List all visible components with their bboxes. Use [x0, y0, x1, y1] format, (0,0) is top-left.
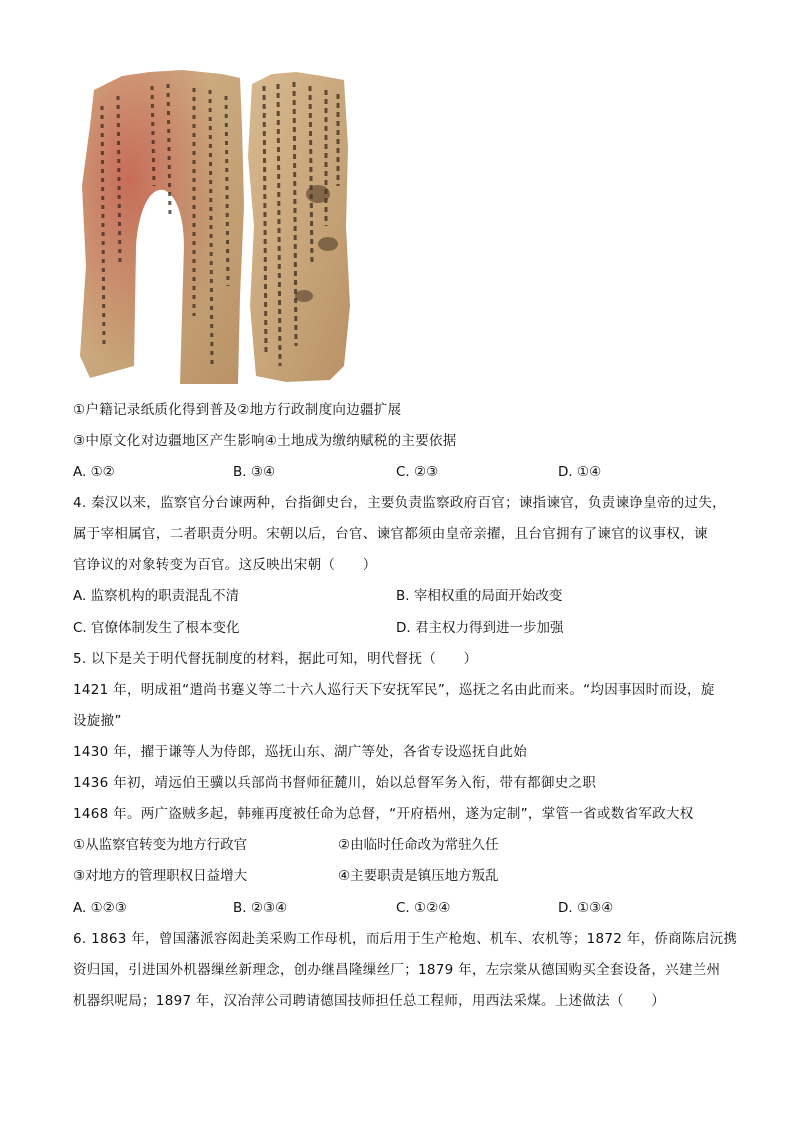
q5-material-4: 1468 年。两广盗贼多起，韩雍再度被任命为总督，“开府梧州，遂为定制”，掌管一省或数省军政大权 [73, 806, 694, 822]
q5-option-a[interactable]: A. ①②③ [73, 900, 127, 916]
q6-stem-line-3: 机器织呢局；1897 年，汉冶萍公司聘请德国技师担任总工程师，用西法采煤。上述做法（ ） [73, 993, 666, 1009]
q4-option-b[interactable]: B. 宰相权重的局面开始改变 [396, 588, 563, 604]
q5-option-d[interactable]: D. ①③④ [558, 900, 614, 916]
q5-statement-4: ④主要职责是镇压地方叛乱 [338, 868, 499, 884]
q5-option-c[interactable]: C. ①②④ [396, 900, 451, 916]
q5-material-2: 1430 年，擢于谦等人为侍郎，巡抚山东、湖广等处，各省专设巡抚自此始 [73, 744, 528, 760]
q4-option-a[interactable]: A. 监察机构的职责混乱不清 [73, 588, 240, 604]
q3-statement-line-2: ③中原文化对边疆地区产生影响④土地成为缴纳赋税的主要依据 [73, 433, 457, 449]
q3-option-d[interactable]: D. ①④ [558, 464, 602, 480]
q5-material-1-line-2: 设旋撤” [73, 713, 122, 729]
q4-option-c[interactable]: C. 官僚体制发生了根本变化 [73, 620, 240, 636]
q5-statement-3: ③对地方的管理职权日益增大 [73, 868, 248, 884]
q6-stem-line-2: 资归国，引进国外机器缫丝新理念，创办继昌隆缫丝厂；1879 年，左宗棠从德国购买全套设备，兴建兰州 [73, 962, 721, 978]
q4-stem-line-2: 属于宰相属官，二者职责分明。宋朝以后，台官、谏官都须由皇帝亲擢，且台官拥有了谏官的议事权，谏 [73, 526, 708, 542]
q5-stem: 5. 以下是关于明代督抚制度的材料，据此可知，明代督抚（ ） [73, 651, 478, 667]
q3-statement-line-1: ①户籍记录纸质化得到普及②地方行政制度向边疆扩展 [73, 402, 402, 418]
right-fragment [248, 72, 350, 382]
q6-stem-line-1: 6. 1863 年，曾国藩派容闳赴美采购工作母机，而后用于生产枪炮、机车、农机等；1872 年，侨商陈启沅携 [73, 931, 738, 947]
q4-option-d[interactable]: D. 君主权力得到进一步加强 [396, 620, 564, 636]
q3-option-a[interactable]: A. ①② [73, 464, 115, 480]
q4-stem-line-3: 官诤议的对象转变为百官。这反映出宋朝（ ） [73, 557, 377, 573]
q4-stem-line-1: 4. 秦汉以来，监察官分台谏两种，台指御史台，主要负责监察政府百官；谏指谏官，负责谏诤皇帝的过失， [73, 495, 726, 511]
q5-statement-1: ①从监察官转变为地方行政官 [73, 837, 248, 853]
q5-material-3: 1436 年初，靖远伯王骥以兵部尚书督师征麓川，始以总督军务入衔，带有都御史之职 [73, 775, 597, 791]
q3-option-b[interactable]: B. ③④ [233, 464, 276, 480]
q5-option-b[interactable]: B. ②③④ [233, 900, 288, 916]
q5-statement-2: ②由临时任命改为常驻久任 [338, 837, 499, 853]
manuscript-fragment-image [72, 66, 390, 384]
q5-material-1-line-1: 1421 年，明成祖“遣尚书蹇义等二十六人巡行天下安抚军民”，巡抚之名由此而来。“均因事因时而设，旋 [73, 682, 715, 698]
q3-option-c[interactable]: C. ②③ [396, 464, 439, 480]
